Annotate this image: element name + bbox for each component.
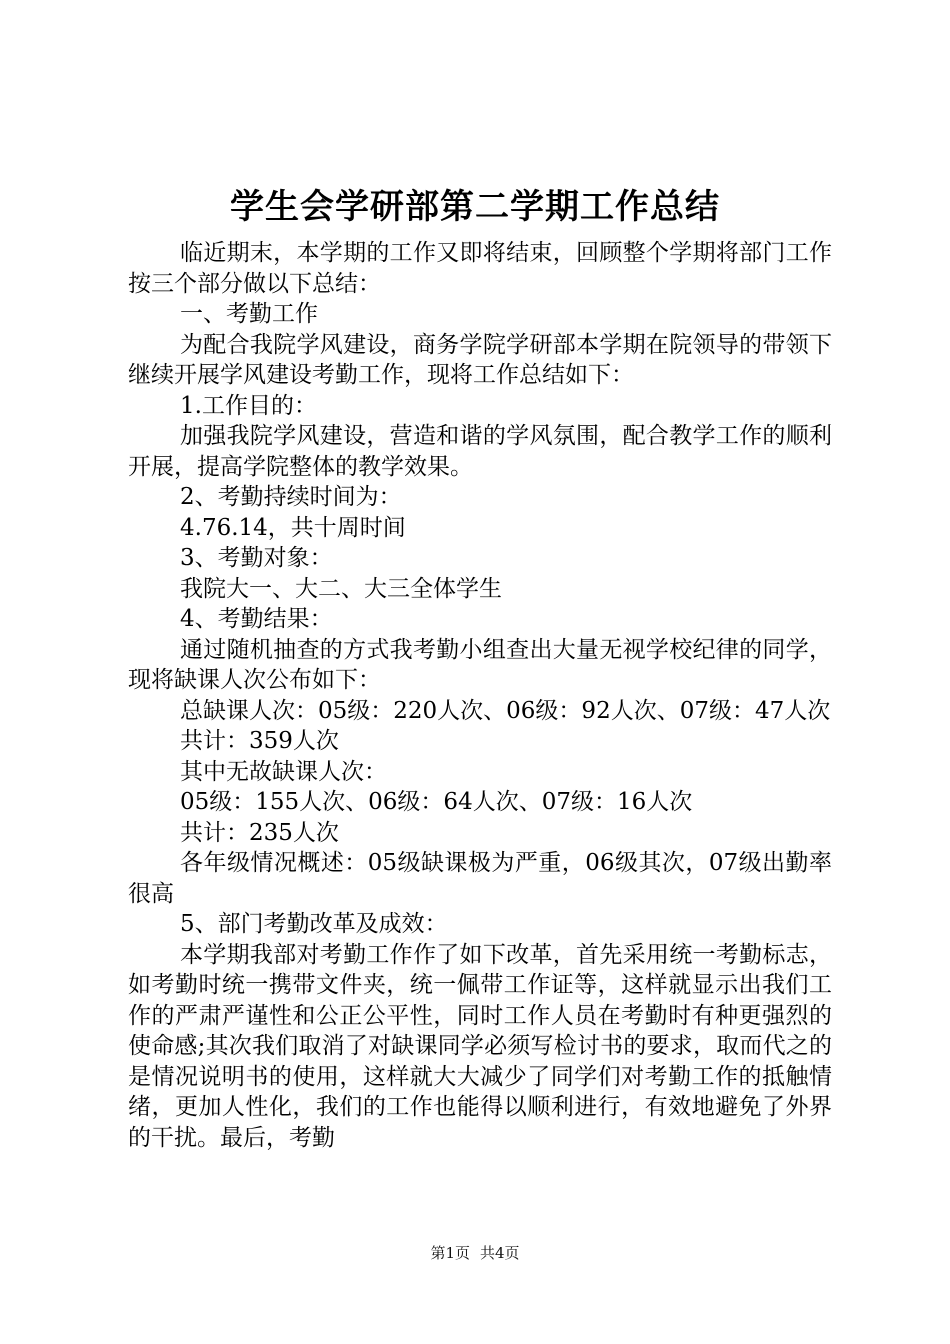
- paragraph-purpose: 加强我院学风建设，营造和谐的学风氛围，配合教学工作的顺利开展，提高学院整体的教学效果。: [128, 423, 832, 480]
- paragraph-results: 通过随机抽查的方式我考勤小组查出大量无视学校纪律的同学，现将缺课人次公布如下：: [128, 636, 832, 693]
- item-heading-target: 3、考勤对象：: [180, 545, 333, 571]
- document-body: [128, 238, 832, 1153]
- page-total: 共4页: [480, 1244, 520, 1262]
- paragraph-total-absences: 总缺课人次：05级：220人次、06级：92人次、07级：47人次: [180, 697, 831, 724]
- paragraph-intro: 临近期末，本学期的工作又即将结束，回顾整个学期将部门工作按三个部分做以下总结：: [128, 240, 832, 297]
- page-footer: [0, 1243, 950, 1263]
- paragraph-target: 我院大一、大二、大三全体学生: [180, 575, 502, 602]
- paragraph-reform: 本学期我部对考勤工作作了如下改革，首先采用统一考勤标志，如考勤时统一携带文件夹，统一佩带工作证等，这样就显示出我们工作的严肃严谨性和公正公平性，同时工作人员在考勤时有种更强烈的使命感;其次我们取消了对缺课同学必须写检讨书的要求，取而代之的是情况说明书的使用，这样就大大减少了同学们对考勤工作的抵触情绪，更加人性化，我们的工作也能得以顺利进行，有效地避免了外界的干扰。最后，考勤: [128, 941, 832, 1151]
- item-heading-results: 4、考勤结果：: [180, 606, 333, 632]
- paragraph-unexcused-total: 共计：235人次: [180, 819, 339, 846]
- paragraph-total-count: 共计：359人次: [180, 728, 339, 754]
- item-heading-duration: 2、考勤持续时间为：: [180, 484, 402, 510]
- document-title: 学生会学研部第二学期工作总结: [230, 187, 720, 227]
- paragraph-attendance-overview: 为配合我院学风建设，商务学院学研部本学期在院领导的带领下继续开展学风建设考勤工作，现将工作总结如下：: [128, 331, 832, 388]
- page-number: 第1页: [430, 1244, 470, 1262]
- item-heading-purpose: 1.工作目的：: [180, 392, 317, 419]
- paragraph-grade-summary: 各年级情况概述：05级缺课极为严重，06级其次，07级出勤率很高: [128, 850, 832, 907]
- section-heading-attendance: 一、考勤工作: [180, 301, 318, 327]
- item-heading-reform: 5、部门考勤改革及成效：: [180, 911, 448, 937]
- paragraph-unexcused-heading: 其中无故缺课人次：: [180, 758, 387, 785]
- paragraph-unexcused-breakdown: 05级：155人次、06级：64人次、07级：16人次: [180, 789, 693, 815]
- paragraph-duration: 4.76.14，共十周时间: [180, 514, 406, 541]
